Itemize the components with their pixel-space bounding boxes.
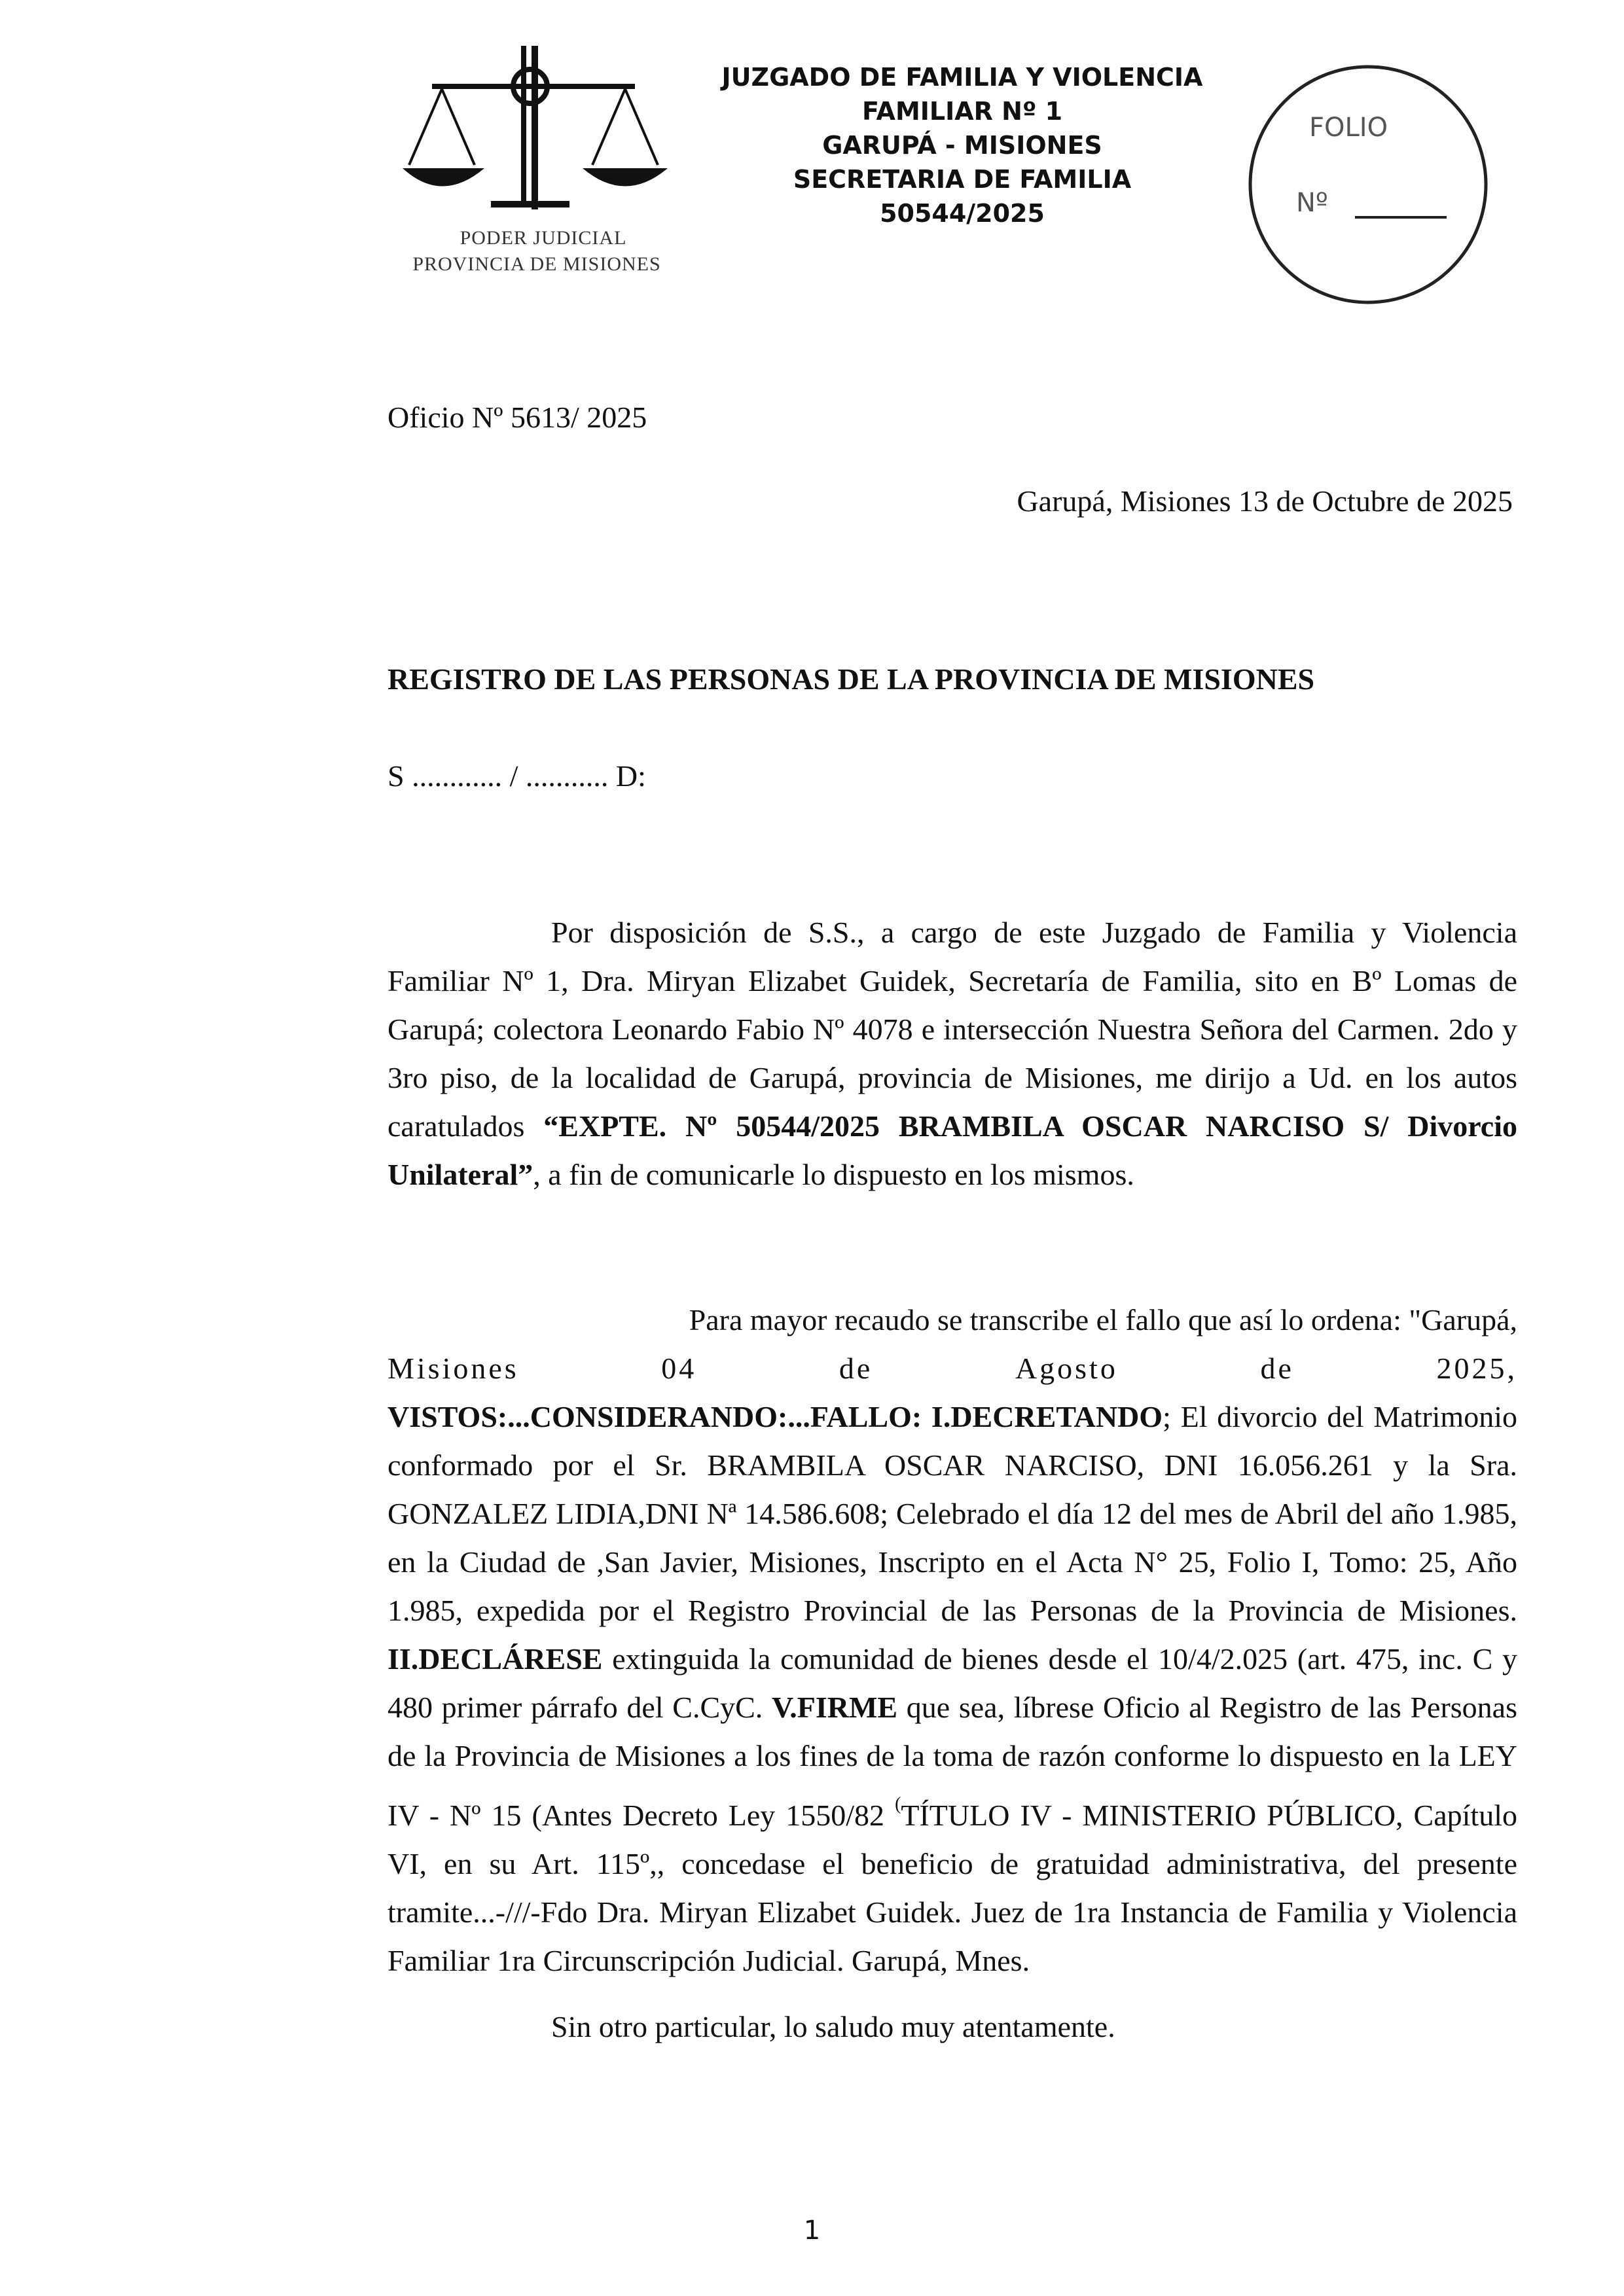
para2-text-3: que sea, líbrese Oficio al Registro de las Personas de la Provincia de Misiones a los fines de la toma de razón conforme lo dispuesto en la LEY IV - Nº 15 (Antes Decreto Ley 1550/82 bbox=[388, 1691, 1517, 1832]
closing-line: Sin otro particular, lo saludo muy atentamente. bbox=[551, 2010, 1115, 2043]
para2-text-4: TÍTULO IV - MINISTERIO PÚBLICO, Capítulo VI, en su Art. 115º,, concedase el beneficio de gratuidad administrativa, del presente tramite...-///-Fdo Dra. Miryan Elizabet Guidek. Juez de 1ra Instancia de Familia y Violencia Familiar 1ra Circunscripción Judicial. Garupá, Mnes. bbox=[388, 1799, 1517, 1977]
para2-declarese: II.DECLÁRESE bbox=[388, 1642, 603, 1676]
para2-mark: ( bbox=[895, 1794, 901, 1814]
header-line-3: GARUPÁ - MISIONES bbox=[822, 131, 1102, 160]
logo-line-2: PROVINCIA DE MISIONES bbox=[412, 253, 661, 275]
para2-intro-line bbox=[388, 1296, 1517, 1344]
page-number: 1 bbox=[803, 2215, 821, 2246]
spaced-word: Agosto bbox=[1015, 1352, 1118, 1385]
spaced-word: de bbox=[1260, 1352, 1294, 1385]
folio-title: FOLIO bbox=[1309, 113, 1388, 143]
para2-vistos: VISTOS:...CONSIDERANDO:...FALLO: I.DECRETANDO bbox=[388, 1400, 1163, 1433]
para2-body bbox=[388, 1393, 1517, 1985]
para2-text-2: extinguida la comunidad de bienes desde el 10/4/2.025 (art. 475, inc. C y 480 primer párrafo del C.CyC. bbox=[388, 1642, 1517, 1724]
folio-stamp bbox=[1244, 60, 1492, 309]
date-line: Garupá, Misiones 13 de Octubre de 2025 bbox=[1017, 484, 1513, 518]
paragraph-2 bbox=[388, 1296, 1517, 1985]
spaced-word: Misiones bbox=[388, 1352, 519, 1385]
header-line-1: JUZGADO DE FAMILIA Y VIOLENCIA bbox=[721, 63, 1203, 92]
para1-text-c: , a fin de comunicarle lo dispuesto en los mismos. bbox=[533, 1158, 1134, 1191]
poder-judicial-logo bbox=[393, 41, 681, 289]
header-line-4: SECRETARIA DE FAMILIA bbox=[793, 165, 1132, 194]
folio-number-label: Nº bbox=[1296, 188, 1328, 218]
logo-line-1: PODER JUDICIAL bbox=[460, 227, 627, 249]
court-header bbox=[655, 60, 1270, 230]
header-line-5: 50544/2025 bbox=[880, 199, 1045, 228]
para2-intro: Para mayor recaudo se transcribe el fallo que así lo ordena: "Garupá, bbox=[689, 1303, 1517, 1336]
para1-text-a: Por disposición de S.S., a cargo de este Juzgado de Familia y Violencia Familiar Nº 1, Dra. Miryan Elizabet Guidek, Secretaría de Familia, sito en Bº Lomas de Garupá; colectora Leonardo Fabio Nº 4078 e intersección Nuestra Señora del Carmen. 2do y 3ro piso, de la localidad de Garupá, provincia de Misiones, me dirijo a Ud. en los autos caratulados bbox=[388, 916, 1517, 1143]
para1-case-title: “EXPTE. Nº 50544/2025 BRAMBILA OSCAR NARCISO S/ Divorcio Unilateral” bbox=[388, 1109, 1518, 1191]
salutation: S ............ / ........... D: bbox=[388, 759, 646, 793]
paragraph-1 bbox=[388, 908, 1517, 1199]
header-line-2: FAMILIAR Nº 1 bbox=[861, 97, 1063, 126]
para2-text-1: ; El divorcio del Matrimonio conformado por el Sr. BRAMBILA OSCAR NARCISO, DNI 16.056.261 y la Sra. GONZALEZ LIDIA,DNI Nª 14.586.608; Celebrado el día 12 del mes de Abril del año 1.985, en la Ciudad de ,San Javier, Misiones, Inscripto en el Acta N° 25, Folio I, Tomo: 25, Año 1.985, expedida por el Registro Provincial de las Personas de la Provincia de Misiones. bbox=[388, 1400, 1517, 1627]
scales-of-justice-icon bbox=[393, 41, 681, 289]
para2-firme: V.FIRME bbox=[771, 1691, 898, 1724]
oficio-number: Oficio Nº 5613/ 2025 bbox=[388, 401, 647, 434]
spaced-word: 2025, bbox=[1436, 1352, 1517, 1385]
para2-spaced-line bbox=[388, 1344, 1517, 1393]
spaced-word: 04 bbox=[661, 1352, 697, 1385]
addressee: REGISTRO DE LAS PERSONAS DE LA PROVINCIA DE MISIONES bbox=[388, 662, 1315, 696]
spaced-word: de bbox=[839, 1352, 873, 1385]
